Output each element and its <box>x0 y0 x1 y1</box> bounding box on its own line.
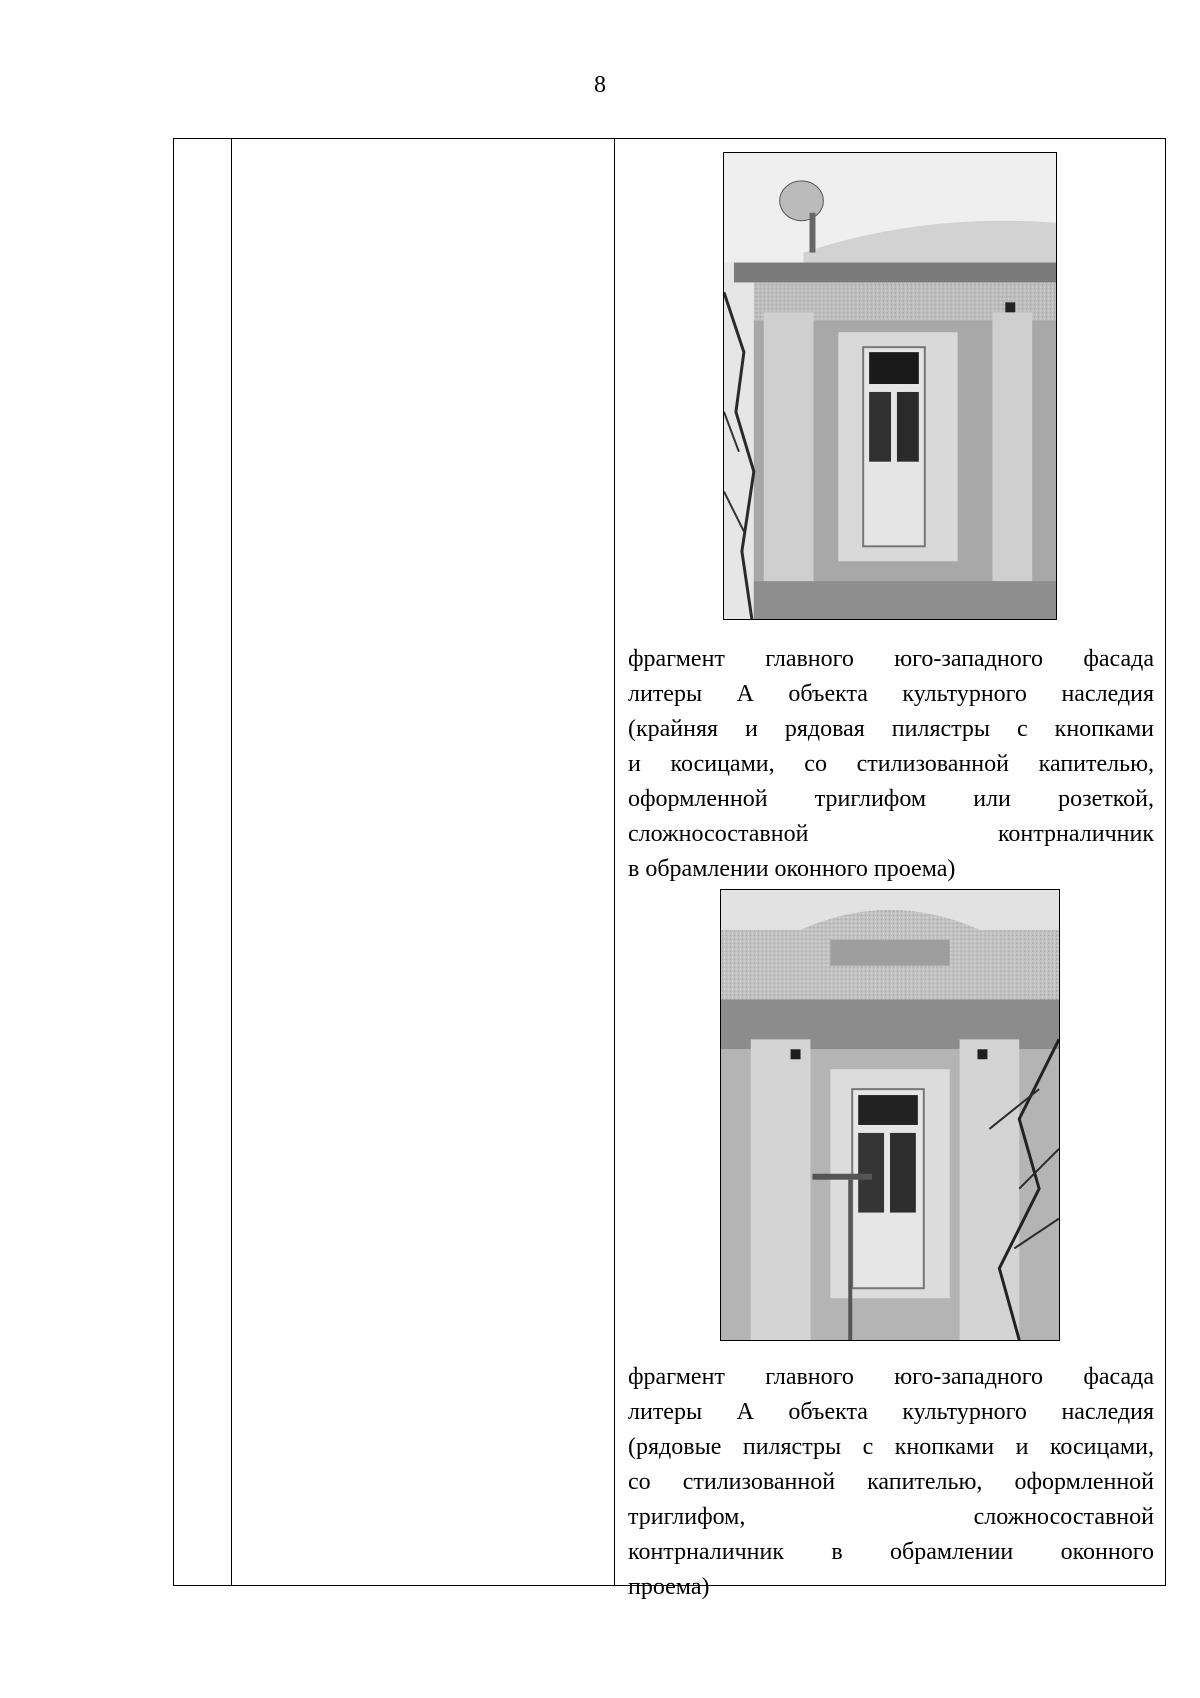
column-divider-1 <box>231 139 232 1585</box>
facade-photo-2-image <box>721 890 1059 1340</box>
caption-1 <box>628 642 1154 887</box>
page-number: 8 <box>594 72 606 98</box>
caption-1-line-5: оформленной триглифом или розеткой, <box>628 786 1154 812</box>
caption-2-line-2: литеры А объекта культурного наследия <box>628 1399 1154 1425</box>
facade-photo-2 <box>720 889 1060 1341</box>
caption-2-line-3: (рядовые пилястры с кнопками и косицами, <box>628 1434 1154 1460</box>
caption-2 <box>628 1360 1154 1605</box>
facade-photo-1-image <box>724 153 1056 619</box>
caption-1-line-4: и косицами, со стилизованной капителью, <box>628 751 1154 777</box>
caption-2-line-1: фрагмент главного юго-западного фасада <box>628 1364 1154 1390</box>
caption-2-line-7: проема) <box>628 1574 710 1600</box>
caption-2-line-5: триглифом, сложносоставной <box>628 1504 1154 1530</box>
caption-1-line-3: (крайняя и рядовая пилястры с кнопками <box>628 716 1154 742</box>
caption-2-line-6: контрналичник в обрамлении оконного <box>628 1539 1154 1565</box>
caption-1-line-2: литеры А объекта культурного наследия <box>628 681 1154 707</box>
caption-2-line-4: со стилизованной капителью, оформленной <box>628 1469 1154 1495</box>
caption-1-line-1: фрагмент главного юго-западного фасада <box>628 646 1154 672</box>
caption-1-line-7: в обрамлении оконного проема) <box>628 856 956 882</box>
column-divider-2 <box>614 139 615 1585</box>
caption-1-line-6: сложносоставной контрналичник <box>628 821 1154 847</box>
facade-photo-1 <box>723 152 1057 620</box>
